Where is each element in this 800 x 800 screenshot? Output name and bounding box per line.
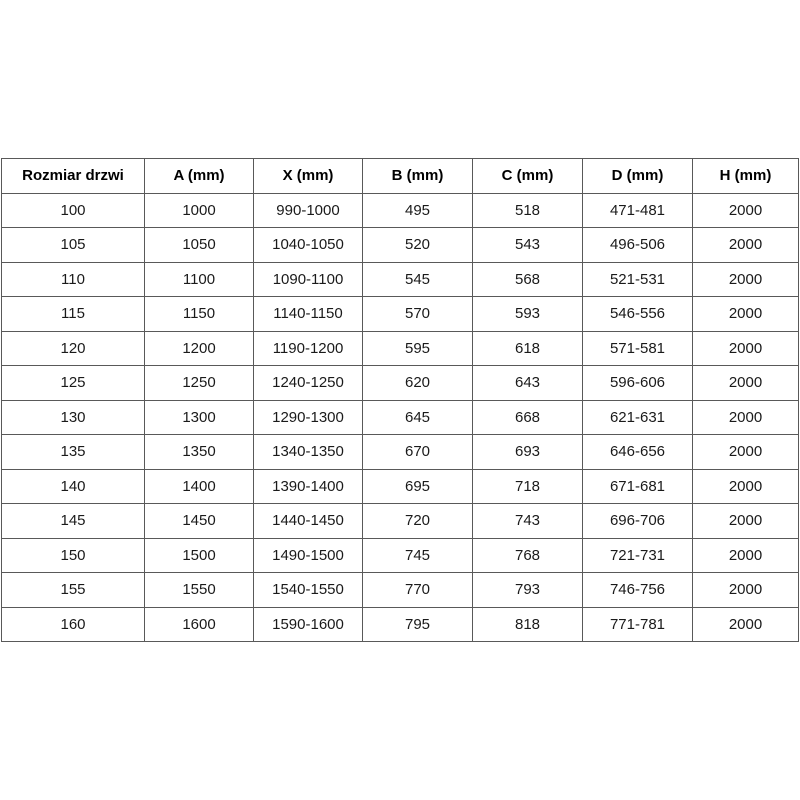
table-cell: 110 <box>2 262 145 297</box>
table-cell: 2000 <box>693 435 799 470</box>
table-cell: 1090-1100 <box>254 262 363 297</box>
table-cell: 471-481 <box>583 193 693 228</box>
table-cell: 546-556 <box>583 297 693 332</box>
table-row <box>2 435 799 470</box>
table-cell: 771-781 <box>583 607 693 642</box>
table-cell: 645 <box>363 400 473 435</box>
table-cell: 620 <box>363 366 473 401</box>
table-row <box>2 573 799 608</box>
table-cell: 695 <box>363 469 473 504</box>
table-cell: 1300 <box>145 400 254 435</box>
table-cell: 596-606 <box>583 366 693 401</box>
table-cell: 2000 <box>693 228 799 263</box>
table-cell: 1200 <box>145 331 254 366</box>
table-cell: 2000 <box>693 538 799 573</box>
table-cell: 1490-1500 <box>254 538 363 573</box>
table-cell: 100 <box>2 193 145 228</box>
table-cell: 520 <box>363 228 473 263</box>
table-cell: 115 <box>2 297 145 332</box>
table-cell: 145 <box>2 504 145 539</box>
table-cell: 155 <box>2 573 145 608</box>
table-cell: 1150 <box>145 297 254 332</box>
table-row <box>2 504 799 539</box>
table-cell: 818 <box>473 607 583 642</box>
table-cell: 696-706 <box>583 504 693 539</box>
table-cell: 120 <box>2 331 145 366</box>
table-cell: 1400 <box>145 469 254 504</box>
table-cell: 595 <box>363 331 473 366</box>
table-cell: 2000 <box>693 262 799 297</box>
table-cell: 160 <box>2 607 145 642</box>
table-cell: 521-531 <box>583 262 693 297</box>
table-cell: 768 <box>473 538 583 573</box>
table-cell: 720 <box>363 504 473 539</box>
table-cell: 1040-1050 <box>254 228 363 263</box>
table-cell: 2000 <box>693 504 799 539</box>
table-cell: 1450 <box>145 504 254 539</box>
table-cell: 1540-1550 <box>254 573 363 608</box>
table-cell: 545 <box>363 262 473 297</box>
table-cell: 495 <box>363 193 473 228</box>
table-cell: 135 <box>2 435 145 470</box>
table-cell: 618 <box>473 331 583 366</box>
table-cell: 1440-1450 <box>254 504 363 539</box>
table-row <box>2 297 799 332</box>
table-cell: 1590-1600 <box>254 607 363 642</box>
table-cell: 1550 <box>145 573 254 608</box>
table-cell: 693 <box>473 435 583 470</box>
table-cell: 1390-1400 <box>254 469 363 504</box>
column-header: C (mm) <box>473 159 583 194</box>
table-cell: 770 <box>363 573 473 608</box>
table-cell: 743 <box>473 504 583 539</box>
spec-table-container <box>1 158 798 642</box>
table-cell: 1350 <box>145 435 254 470</box>
door-size-spec-table <box>1 158 799 642</box>
table-row <box>2 193 799 228</box>
table-cell: 125 <box>2 366 145 401</box>
table-cell: 543 <box>473 228 583 263</box>
table-row <box>2 228 799 263</box>
table-cell: 593 <box>473 297 583 332</box>
table-cell: 496-506 <box>583 228 693 263</box>
table-cell: 140 <box>2 469 145 504</box>
table-body <box>2 193 799 642</box>
table-cell: 1000 <box>145 193 254 228</box>
column-header: X (mm) <box>254 159 363 194</box>
table-cell: 2000 <box>693 607 799 642</box>
table-cell: 518 <box>473 193 583 228</box>
table-cell: 1600 <box>145 607 254 642</box>
column-header: A (mm) <box>145 159 254 194</box>
table-cell: 2000 <box>693 193 799 228</box>
table-cell: 2000 <box>693 366 799 401</box>
table-cell: 793 <box>473 573 583 608</box>
table-row <box>2 366 799 401</box>
column-header: D (mm) <box>583 159 693 194</box>
column-header: H (mm) <box>693 159 799 194</box>
table-cell: 2000 <box>693 331 799 366</box>
table-cell: 571-581 <box>583 331 693 366</box>
table-cell: 570 <box>363 297 473 332</box>
column-header: B (mm) <box>363 159 473 194</box>
table-cell: 1050 <box>145 228 254 263</box>
table-cell: 1250 <box>145 366 254 401</box>
table-cell: 105 <box>2 228 145 263</box>
table-cell: 643 <box>473 366 583 401</box>
table-cell: 795 <box>363 607 473 642</box>
table-cell: 568 <box>473 262 583 297</box>
table-cell: 150 <box>2 538 145 573</box>
table-cell: 1500 <box>145 538 254 573</box>
header-row <box>2 159 799 194</box>
table-cell: 646-656 <box>583 435 693 470</box>
table-cell: 670 <box>363 435 473 470</box>
table-cell: 718 <box>473 469 583 504</box>
table-cell: 1100 <box>145 262 254 297</box>
table-cell: 1140-1150 <box>254 297 363 332</box>
table-cell: 2000 <box>693 297 799 332</box>
table-row <box>2 262 799 297</box>
table-cell: 668 <box>473 400 583 435</box>
table-row <box>2 400 799 435</box>
table-row <box>2 331 799 366</box>
table-cell: 2000 <box>693 400 799 435</box>
table-cell: 1340-1350 <box>254 435 363 470</box>
table-cell: 2000 <box>693 573 799 608</box>
table-cell: 130 <box>2 400 145 435</box>
table-cell: 1190-1200 <box>254 331 363 366</box>
table-cell: 990-1000 <box>254 193 363 228</box>
column-header: Rozmiar drzwi <box>2 159 145 194</box>
table-cell: 1240-1250 <box>254 366 363 401</box>
table-row <box>2 538 799 573</box>
table-cell: 721-731 <box>583 538 693 573</box>
table-cell: 1290-1300 <box>254 400 363 435</box>
table-cell: 2000 <box>693 469 799 504</box>
table-row <box>2 607 799 642</box>
table-row <box>2 469 799 504</box>
table-cell: 746-756 <box>583 573 693 608</box>
table-cell: 621-631 <box>583 400 693 435</box>
table-cell: 671-681 <box>583 469 693 504</box>
table-cell: 745 <box>363 538 473 573</box>
